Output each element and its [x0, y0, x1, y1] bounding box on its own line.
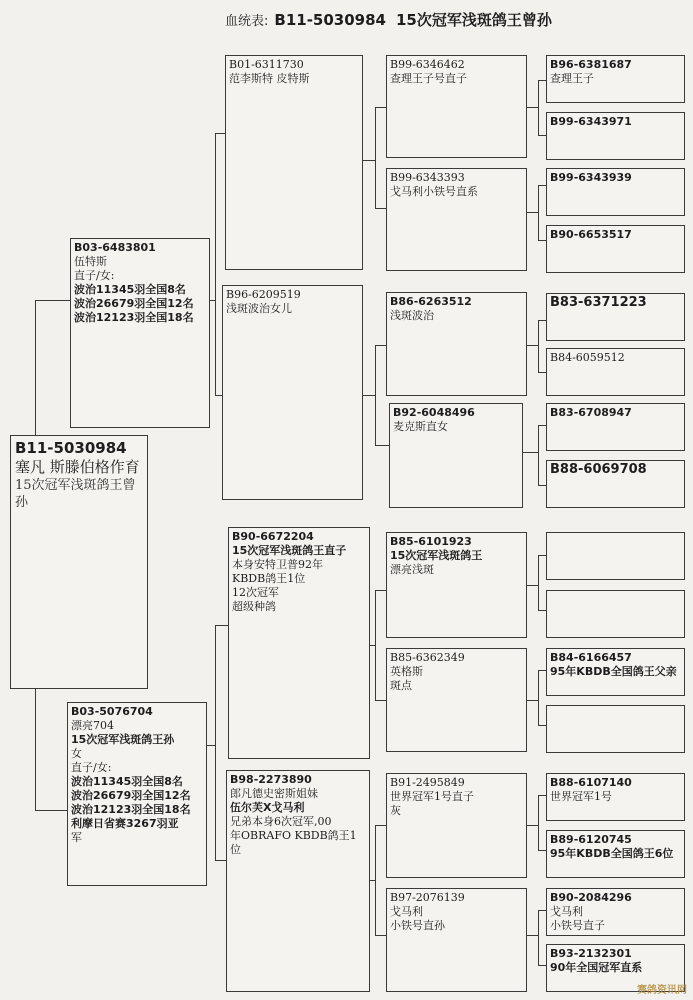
sd-name: 浅斑波治女儿	[226, 302, 292, 315]
dam-line-4: 利摩日省赛3267羽亚	[71, 817, 179, 830]
dam-line-3: 波治12123羽全国18名	[71, 803, 191, 816]
connector-g-dds	[538, 795, 539, 850]
connector-g-dss	[538, 555, 539, 610]
sire-line-1: 波治11345羽全国8名	[74, 283, 186, 296]
g16-name: 90年全国冠军直系	[550, 961, 643, 974]
ssd-ring: B99-6343393	[390, 171, 465, 184]
sire-line-2: 波治26679羽全国12名	[74, 297, 194, 310]
g14-box	[546, 830, 685, 878]
connector-ss-out	[362, 160, 376, 161]
ds-line-2: KBDB鸽王1位	[232, 572, 306, 585]
dd-line-1: 伍尔芙X戈马利	[230, 801, 305, 814]
title-label: 血统表:	[225, 14, 269, 29]
dds-ring: B91-2495849	[390, 776, 465, 789]
g11-ring: B84-6166457	[550, 651, 632, 664]
sss-name: 查理王子号直子	[390, 72, 467, 85]
connector-g-ssd-out	[526, 212, 539, 213]
title-name: 15次冠军浅斑鸽王曾孙	[395, 11, 552, 29]
sdd-ring: B92-6048496	[393, 406, 475, 419]
dds-name: 世界冠军1号直子	[390, 790, 474, 803]
g1-name: 查理王子	[550, 72, 594, 85]
connector-g-sds-out	[526, 345, 539, 346]
sdd-name: 麦克斯直女	[393, 420, 448, 433]
g13-box	[546, 773, 685, 821]
sds-ring: B86-6263512	[390, 295, 472, 308]
g5-box	[546, 293, 685, 341]
title-ring: B11-5030984	[274, 11, 386, 29]
g1-ring: B96-6381687	[550, 58, 632, 71]
connector-sdd-h	[375, 445, 390, 446]
g4-ring: B90-6653517	[550, 228, 632, 241]
connector-g-sds	[538, 320, 539, 372]
connector-g-sdd	[538, 425, 539, 485]
ds-line-4: 超级种鸽	[232, 600, 276, 613]
connector-sire-h	[35, 300, 71, 301]
g16-ring: B93-2132301	[550, 947, 632, 960]
sire-name: 伍特斯	[74, 255, 107, 268]
g3-box	[546, 168, 685, 216]
watermark: 赛鸽资讯网	[637, 985, 687, 996]
dam-box	[67, 702, 207, 886]
connector-g-ddd-out	[526, 935, 539, 936]
g14-ring: B89-6120745	[550, 833, 632, 846]
dd-line-3: 年OBRAFO KBDB鸽王1	[230, 829, 357, 842]
dss-name: 15次冠军浅斑鸽王	[390, 549, 483, 562]
ds-line-3: 12次冠军	[232, 586, 279, 599]
g8-ring: B88-6069708	[550, 462, 647, 477]
ddd-box	[386, 888, 527, 992]
sd-box	[222, 285, 363, 500]
connector-g-ddd	[538, 910, 539, 965]
sss-ring: B99-6346462	[390, 58, 465, 71]
dam-line-2: 波治26679羽全国12名	[71, 789, 191, 802]
dd-box	[226, 770, 370, 992]
g7-box	[546, 403, 685, 451]
dss-line2: 漂亮浅斑	[390, 563, 434, 576]
g2-box	[546, 112, 685, 160]
connector-sire-out	[209, 300, 216, 301]
ds-line-1: 本身安特卫普92年	[232, 558, 323, 571]
sds-name: 浅斑波治	[390, 309, 434, 322]
ds-name: 15次冠军浅斑鸽王直子	[232, 544, 347, 557]
sdd-box	[389, 403, 523, 508]
dsd-box	[386, 648, 527, 752]
subject-breeder: 塞凡 斯滕伯格作育	[15, 458, 140, 476]
dam-desc-2: 女	[71, 747, 82, 760]
ddd-name: 戈马利	[390, 905, 423, 918]
g6-ring: B84-6059512	[550, 351, 625, 364]
connector-dam-h	[35, 810, 68, 811]
ss-box	[225, 55, 363, 270]
g14-name: 95年KBDB全国鸽王6位	[550, 847, 674, 860]
g15-line2: 小铁号直子	[550, 919, 605, 932]
connector-g-dsd	[538, 670, 539, 725]
dsd-ring: B85-6362349	[390, 651, 465, 664]
sds-box	[386, 292, 527, 396]
subject-box	[10, 435, 148, 689]
g5-ring: B83-6371223	[550, 295, 647, 310]
ddd-line2: 小铁号直孙	[390, 919, 445, 932]
g2-ring: B99-6343971	[550, 115, 632, 128]
dam-line-5: 军	[71, 831, 82, 844]
dam-note: 直子/女:	[71, 761, 112, 774]
g13-ring: B88-6107140	[550, 776, 632, 789]
g10-box	[546, 590, 685, 638]
connector-g-dss-out	[526, 585, 539, 586]
ssd-box	[386, 168, 527, 271]
sire-note: 直子/女:	[74, 269, 115, 282]
ssd-name: 戈马利小铁号直系	[390, 185, 478, 198]
dam-ring: B03-5076704	[71, 705, 153, 718]
g11-name: 95年KBDB全国鸽王父亲	[550, 665, 677, 678]
connector-ss-trunk	[375, 107, 376, 208]
g12-box	[546, 705, 685, 753]
dam-desc-1: 15次冠军浅斑鸽王孙	[71, 733, 175, 746]
connector-ds-out	[369, 645, 376, 646]
connector-sd-out	[362, 395, 376, 396]
connector-g-sdd-out	[522, 452, 539, 453]
dd-ring: B98-2273890	[230, 773, 312, 786]
ss-ring: B01-6311730	[229, 58, 304, 71]
dd-name: 郎凡德史密斯姐妹	[230, 787, 318, 800]
sss-box	[386, 55, 527, 158]
dd-line-2: 兄弟本身6次冠军,00	[230, 815, 332, 828]
ddd-ring: B97-2076139	[390, 891, 465, 904]
dss-ring: B85-6101923	[390, 535, 472, 548]
g15-box	[546, 888, 685, 936]
subject-desc: 15次冠军浅斑鸽王曾孙	[15, 478, 136, 510]
ds-ring: B90-6672204	[232, 530, 314, 543]
sd-ring: B96-6209519	[226, 288, 301, 301]
dds-box	[386, 773, 527, 878]
g4-box	[546, 225, 685, 273]
connector-sire-trunk	[215, 133, 216, 395]
dsd-line2: 斑点	[390, 679, 412, 692]
subject-ring: B11-5030984	[15, 439, 127, 457]
dd-line-4: 位	[230, 843, 241, 856]
connector-dam-trunk	[215, 625, 216, 860]
g15-name: 戈马利	[550, 905, 583, 918]
g8-box	[546, 460, 685, 508]
connector-g-dds-out	[526, 825, 539, 826]
dam-name: 漂亮704	[71, 719, 114, 732]
connector-g-dsd-out	[526, 700, 539, 701]
connector-dd-out	[369, 880, 376, 881]
page-title	[225, 9, 685, 33]
connector-g-sss-out	[526, 107, 539, 108]
g6-box	[546, 348, 685, 396]
g9-box	[546, 532, 685, 580]
g11-box	[546, 648, 685, 696]
connector-dam-out	[206, 745, 216, 746]
ss-name: 范李斯特 皮特斯	[229, 72, 310, 85]
ds-box	[228, 527, 370, 759]
g3-ring: B99-6343939	[550, 171, 632, 184]
dds-line2: 灰	[390, 804, 401, 817]
g15-ring: B90-2084296	[550, 891, 632, 904]
dsd-name: 英格斯	[390, 665, 423, 678]
sire-line-3: 波治12123羽全国18名	[74, 311, 194, 324]
dam-line-1: 波治11345羽全国8名	[71, 775, 183, 788]
sire-ring: B03-6483801	[74, 241, 156, 254]
g13-name: 世界冠军1号	[550, 790, 612, 803]
sire-box	[70, 238, 210, 428]
dss-box	[386, 532, 527, 638]
g7-ring: B83-6708947	[550, 406, 632, 419]
g1-box	[546, 55, 685, 103]
